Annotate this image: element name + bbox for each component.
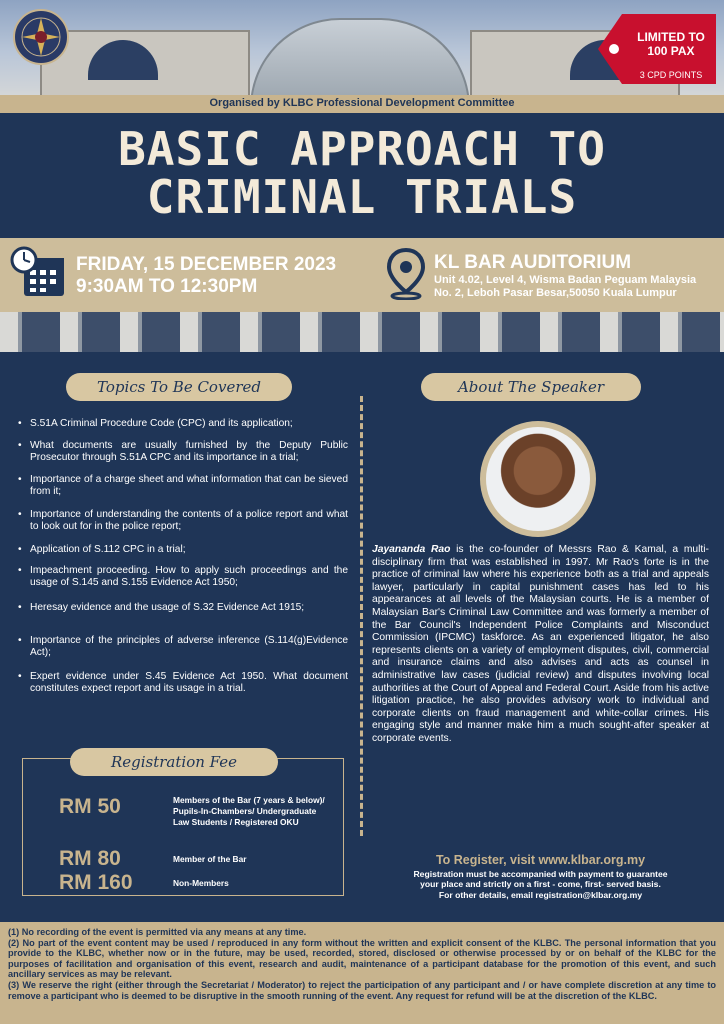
calendar-clock-icon bbox=[10, 246, 66, 298]
venue-address-line-2: No. 2, Leboh Pasar Besar,50050 Kuala Lumpur bbox=[434, 287, 677, 299]
building-columns-image bbox=[0, 312, 724, 352]
badge-capacity-text: LIMITED TO 100 PAX bbox=[637, 30, 705, 58]
klbc-logo-icon bbox=[12, 8, 70, 66]
event-date: FRIDAY, 15 DECEMBER 2023 bbox=[76, 254, 337, 275]
topics-list bbox=[18, 418, 348, 695]
event-time: 9:30AM TO 12:30PM bbox=[76, 276, 258, 297]
topic-item: • Importance of a charge sheet and what information that can be sieved from it; bbox=[18, 474, 348, 498]
title-line-2: CRIMINAL TRIALS bbox=[146, 170, 578, 224]
badge-cpd-text: 3 CPD POINTS bbox=[639, 70, 703, 80]
speaker-bio-text: is the co-founder of Messrs Rao & Kamal, a multi-disciplinary firm that was established in 1997. Mr Rao's forte is in the practice of criminal law where his experience both as a trial and appeals lawyer, particularly in capital punishment cases has led to his appearances at all levels of the Malaysian courts. He is a member of Malaysian Bar's Criminal Law Committee and was formerly a member of the Bar Council's Independent Police Complaints and Misconduct Commission (IPCMC) taskforce. As an experienced litigator, he also represents clients on a variety of employment disputes, civil, commercial and insurance claims and also advises and acts as counsel in administrative law cases (judicial review) and disputes involving local authorities at the Court of Appeal and Federal Court. Aside from his active litigation practice, he also provides advisory work to individual and corporate clients on fraud management and white-collar crimes. His engaging style and manner make him a much sought-after speaker at corporate events. bbox=[372, 544, 709, 744]
register-info bbox=[372, 853, 709, 900]
fee-description: Non-Members bbox=[173, 878, 229, 888]
location-pin-icon bbox=[386, 248, 426, 300]
register-contact-email: For other details, email registration@klbar.org.my bbox=[438, 889, 643, 900]
topic-item: • What documents are usually furnished by the Deputy Public Prosecutor through S.51A CPC and its importance in a trial; bbox=[18, 440, 348, 464]
terms-note: (2) No part of the event content may be used / reproduced in any form without the written and explicit consent of the KLBC. The personal information that you provide to the KLBC, whether now or in the future, may be used, recorded, stored, disclosed or otherwise processed by or on behalf of the KLBC for the purposes of facilitation and organisation of this event, research and audit, maintenance of a participant database for the promotion of this event, and such ancillary services as may be relevant. bbox=[8, 937, 716, 980]
registration-fee-heading: Registration Fee bbox=[70, 748, 278, 776]
register-note-line-1: Registration must be accompanied with payment to guarantee bbox=[413, 869, 668, 879]
fee-amount: RM 50 bbox=[59, 795, 121, 818]
venue-name: KL BAR AUDITORIUM bbox=[434, 252, 632, 273]
organiser-text: Organised by KLBC Professional Development Committee bbox=[209, 97, 515, 109]
topic-item: • S.51A Criminal Procedure Code (CPC) and its application; bbox=[18, 418, 348, 430]
fee-amount: RM 160 bbox=[59, 871, 133, 894]
registration-fee-box bbox=[22, 758, 344, 896]
fee-amount: RM 80 bbox=[59, 847, 121, 870]
register-note-line-2: your place and strictly on a first - come, first- served basis. bbox=[420, 879, 661, 890]
speaker-name: Jayananda Rao bbox=[372, 544, 451, 555]
topic-item: • Impeachment proceeding. How to apply such proceedings and the usage of S.145 and S.155 Evidence Act 1950; bbox=[18, 565, 348, 589]
speaker-photo bbox=[480, 421, 596, 537]
title-line-1: BASIC APPROACH TO bbox=[118, 122, 606, 176]
event-title bbox=[0, 122, 724, 224]
event-info-band bbox=[0, 238, 724, 312]
terms-note: (3) We reserve the right (either through the Secretariat / Moderator) to reject the participation of any participant and / or have complete discretion at any time to remove a participant who is deemed to be disruptive in the smooth running of the event. Any request for refund will be at the discretion of the KLBC. bbox=[8, 979, 716, 1001]
topic-item: • Application of S.112 CPC in a trial; bbox=[18, 544, 348, 556]
building-dome bbox=[250, 18, 470, 95]
speaker-bio bbox=[372, 544, 709, 746]
capacity-badge bbox=[596, 12, 720, 86]
topic-item: • Importance of understanding the contents of a police report and what to look out for in the police report; bbox=[18, 509, 348, 533]
column-divider bbox=[360, 396, 363, 836]
organiser-bar bbox=[0, 95, 724, 113]
topic-item: • Importance of the principles of adverse inference (S.114(g)Evidence Act); bbox=[18, 635, 348, 659]
about-speaker-heading: About The Speaker bbox=[421, 373, 641, 401]
fee-description: Members of the Bar (7 years & below)/ Pupils-In-Chambers/ Undergraduate Law Students / Registered OKU bbox=[173, 795, 325, 827]
register-link[interactable]: To Register, visit www.klbar.org.my bbox=[435, 853, 646, 867]
speaker-avatar bbox=[486, 427, 590, 531]
topic-item: • Heresay evidence and the usage of S.32 Evidence Act 1915; bbox=[18, 602, 348, 614]
venue-address-line-1: Unit 4.02, Level 4, Wisma Badan Peguam Malaysia bbox=[434, 274, 697, 286]
terms-footer bbox=[0, 922, 724, 1024]
terms-note: (1) No recording of the event is permitted via any means at any time. bbox=[8, 927, 307, 937]
fee-description: Member of the Bar bbox=[173, 854, 247, 864]
topic-item: • Expert evidence under S.45 Evidence Act 1950. What document constitutes expect report and its usage in a trial. bbox=[18, 671, 348, 695]
topics-heading: Topics To Be Covered bbox=[66, 373, 292, 401]
